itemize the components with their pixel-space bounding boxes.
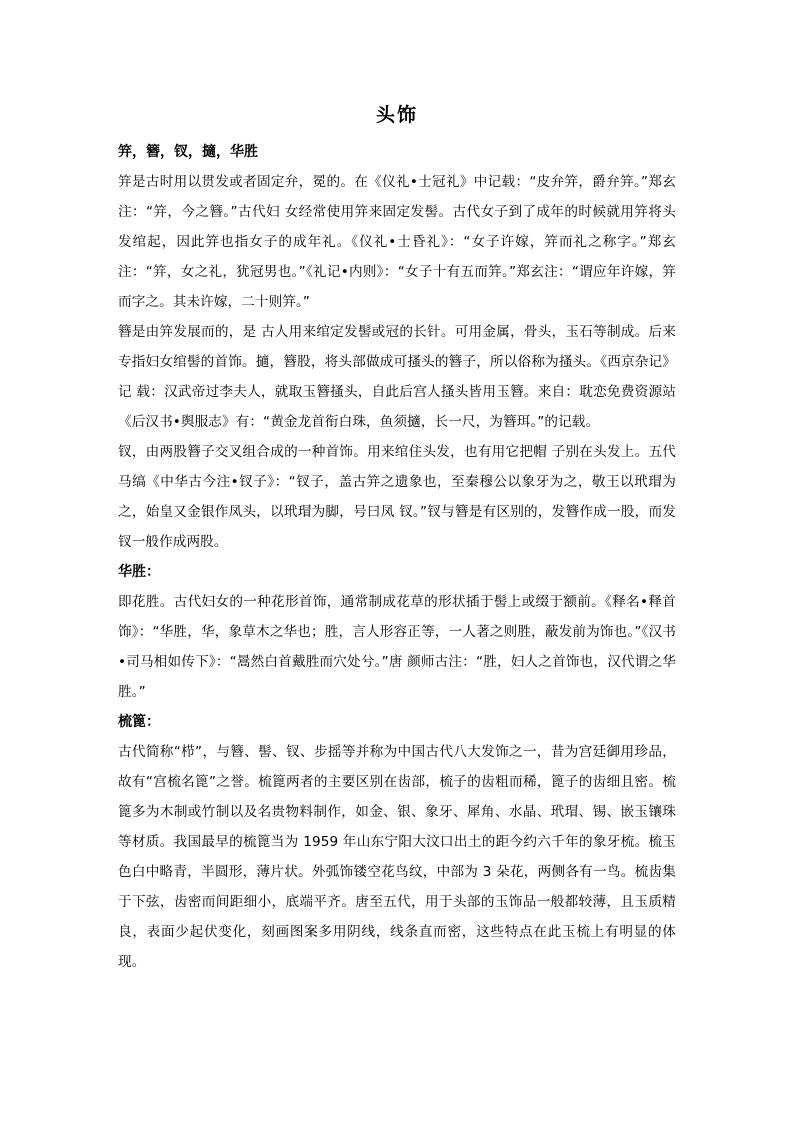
document-page [118,100,676,977]
section-heading: 笄，簪，钗，擿，华胜 [118,144,258,160]
paragraph: 簪是由笄发展而的，是 古人用来绾定发髻或冠的长针。可用金属，骨头，玉石等制成。后来专指妇女绾髻的首饰。擿，簪股，将头部做成可搔头的簪子，所以俗称为搔头。《西京杂记》记 载：汉武帝过李夫人，就取玉簪搔头，自此后宫人搔头皆用玉簪。来自：耽恋免费资源站 《后汉书•舆服志》有：“黄金龙首衔白珠，鱼须擿，长一尺，为簪珥。”的记载。 [118,324,676,430]
section-huasheng [118,557,676,707]
section-heading: 华胜： [118,564,160,580]
section-combs [118,707,676,977]
paragraph: 即花胜。古代妇女的一种花形首饰，通常制成花草的形状插于髻上或缀于额前。《释名•释首饰》：“华胜，华，象草木之华也；胜，言人形容正等，一人著之则胜，蔽发前为饰也。”《汉书•司马相如传下》：“暠然白首戴胜而穴处兮。”唐 颜师古注：“胜，妇人之首饰也，汉代谓之华胜。” [118,594,676,700]
paragraph: 笄是古时用以贯发或者固定弁，冕的。在《仪礼•士冠礼》中记载：“皮弁笄，爵弁笄。”郑玄注：“笄，今之簪。”古代妇 女经常使用笄来固定发髻。古代女子到了成年的时候就用笄将头发绾起，因此笄也指女子的成年礼。《仪礼•士昏礼》：“女子许嫁，笄而礼之称字。”郑玄注：“笄，女之礼，犹冠男也。”《礼记•内则》：“女子十有五而笄。”郑玄注：“谓应年许嫁，笄而字之。其未许嫁，二十则笄。” [118,174,676,310]
section-hair-ornaments [118,137,676,557]
paragraph: 古代简称“栉”，与簪、髻、钗、步摇等并称为中国古代八大发饰之一，昔为宫廷御用珍品，故有“宫梳名篦”之誉。梳篦两者的主要区别在齿部，梳子的齿粗而稀，篦子的齿细且密。梳篦多为木制或竹制以及名贵物料制作，如金、银、象牙、犀角、水晶、玳瑁、锡、嵌玉镶珠等材质。我国最早的梳篦当为 1959 年山东宁阳大汶口出土的距今约六千年的象牙梳。梳玉色白中略青，半圆形，薄片状。外弧饰镂空花鸟纹，中部为 3 朵花，两侧各有一鸟。梳齿集于下弦，齿密而间距细小，底端平齐。唐至五代，用于头部的玉饰品一般都较薄，且玉质精良，表面少起伏变化，刻画图案多用阴线，线条直而密，这些特点在此玉梳上有明显的体现。 [118,744,676,970]
paragraph: 钗，由两股簪子交叉组合成的一种首饰。用来绾住头发，也有用它把帽 子别在头发上。五代马缟《中华古今注•钗子》：“钗子，盖古笄之遗象也，至秦穆公以象牙为之，敬王以玳瑁为之，始皇又金银作凤头，以玳瑁为脚，号曰凤 钗。”钗与簪是有区别的，发簪作成一股，而发钗一般作成两股。 [118,444,676,550]
document-title: 头饰 [375,104,418,126]
section-heading: 梳篦： [118,714,160,730]
